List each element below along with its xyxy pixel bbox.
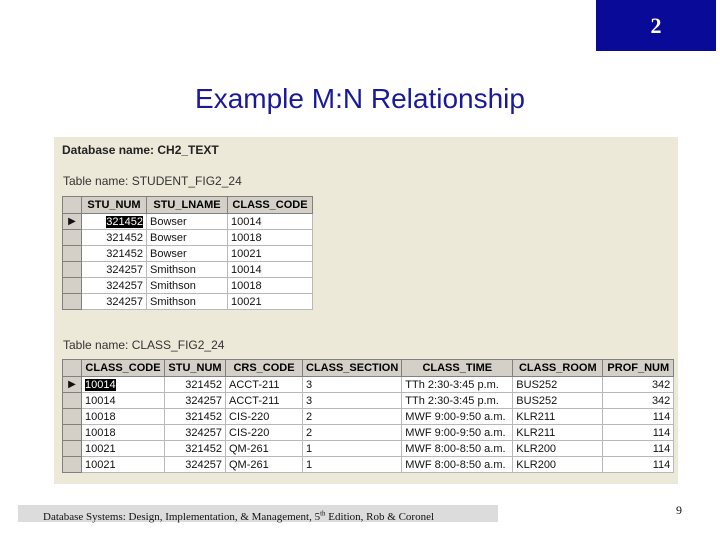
selected-cell-value: 321452 xyxy=(106,215,143,228)
row-selector[interactable] xyxy=(63,294,82,310)
table-row[interactable] xyxy=(63,457,674,473)
citation-superscript: th xyxy=(320,509,326,517)
row-selector[interactable] xyxy=(63,246,82,262)
table-cell[interactable]: 324257 xyxy=(82,262,147,278)
footer-citation xyxy=(18,505,498,522)
chapter-badge xyxy=(594,0,720,53)
column-header[interactable]: CLASS_TIME xyxy=(402,360,513,377)
row-selector[interactable] xyxy=(63,230,82,246)
table-cell[interactable]: KLR200 xyxy=(513,457,603,473)
table-cell[interactable]: 3 xyxy=(303,377,402,393)
table-row[interactable] xyxy=(63,246,313,262)
table-cell[interactable]: 324257 xyxy=(165,457,226,473)
table-cell[interactable]: QM-261 xyxy=(226,441,303,457)
class-table xyxy=(62,359,674,473)
table-cell[interactable]: MWF 8:00-8:50 a.m. xyxy=(402,441,513,457)
table-cell[interactable]: MWF 8:00-8:50 a.m. xyxy=(402,457,513,473)
table-cell[interactable]: 10014 xyxy=(228,214,313,230)
table-cell[interactable]: 324257 xyxy=(82,278,147,294)
table-cell[interactable]: KLR200 xyxy=(513,441,603,457)
table-cell[interactable]: TTh 2:30-3:45 p.m. xyxy=(402,377,513,393)
table-cell[interactable] xyxy=(82,377,165,393)
table-cell[interactable]: BUS252 xyxy=(513,377,603,393)
table-cell[interactable]: 10018 xyxy=(228,278,313,294)
table-row[interactable] xyxy=(63,294,313,310)
row-selector[interactable] xyxy=(63,262,82,278)
table-cell[interactable]: 114 xyxy=(603,425,674,441)
class-table-header-row xyxy=(63,360,674,377)
table-cell[interactable]: Bowser xyxy=(147,246,228,262)
table-cell[interactable]: 1 xyxy=(303,441,402,457)
table-row[interactable] xyxy=(63,262,313,278)
table-cell[interactable]: Smithson xyxy=(147,294,228,310)
table-cell[interactable]: 321452 xyxy=(165,409,226,425)
column-header[interactable]: STU_LNAME xyxy=(147,197,228,214)
table-cell[interactable]: ACCT-211 xyxy=(226,377,303,393)
table-cell[interactable]: 321452 xyxy=(82,230,147,246)
table-cell[interactable]: Smithson xyxy=(147,278,228,294)
table-cell[interactable]: 324257 xyxy=(165,393,226,409)
table-cell[interactable]: 114 xyxy=(603,441,674,457)
table-cell[interactable]: 10021 xyxy=(228,246,313,262)
row-selector[interactable] xyxy=(63,409,82,425)
table-row[interactable] xyxy=(63,230,313,246)
table-cell[interactable]: ACCT-211 xyxy=(226,393,303,409)
table-cell[interactable]: 10021 xyxy=(82,457,165,473)
table-row[interactable] xyxy=(63,393,674,409)
table-cell[interactable]: 10021 xyxy=(228,294,313,310)
column-header[interactable]: CRS_CODE xyxy=(226,360,303,377)
table-cell[interactable]: 10018 xyxy=(82,425,165,441)
column-header[interactable]: CLASS_CODE xyxy=(228,197,313,214)
row-selector[interactable] xyxy=(63,457,82,473)
row-selector-header xyxy=(63,360,82,377)
row-selector[interactable] xyxy=(63,278,82,294)
student-table-name: Table name: STUDENT_FIG2_24 xyxy=(63,174,242,188)
table-row[interactable] xyxy=(63,377,674,393)
table-cell[interactable] xyxy=(82,214,147,230)
column-header[interactable]: CLASS_ROOM xyxy=(513,360,603,377)
row-selector-header xyxy=(63,197,82,214)
table-cell[interactable]: 1 xyxy=(303,457,402,473)
table-cell[interactable]: MWF 9:00-9:50 a.m. xyxy=(402,425,513,441)
table-cell[interactable]: BUS252 xyxy=(513,393,603,409)
table-cell[interactable]: QM-261 xyxy=(226,457,303,473)
table-cell[interactable]: 321452 xyxy=(82,246,147,262)
table-cell[interactable]: MWF 9:00-9:50 a.m. xyxy=(402,409,513,425)
table-cell[interactable]: 2 xyxy=(303,409,402,425)
table-cell[interactable]: 10021 xyxy=(82,441,165,457)
row-selector[interactable] xyxy=(63,425,82,441)
student-table xyxy=(62,196,313,310)
current-row-indicator-icon[interactable]: ▶ xyxy=(63,214,82,230)
table-cell[interactable]: 324257 xyxy=(82,294,147,310)
row-selector[interactable] xyxy=(63,393,82,409)
table-cell[interactable]: 3 xyxy=(303,393,402,409)
table-cell[interactable]: Smithson xyxy=(147,262,228,278)
column-header[interactable]: STU_NUM xyxy=(82,197,147,214)
chapter-number: 2 xyxy=(596,0,716,51)
table-cell[interactable]: 114 xyxy=(603,409,674,425)
table-row[interactable] xyxy=(63,278,313,294)
citation-text-part: Edition, Rob & Coronel xyxy=(325,510,435,523)
column-header[interactable]: STU_NUM xyxy=(165,360,226,377)
student-table-header-row xyxy=(63,197,313,214)
table-cell[interactable]: 342 xyxy=(603,377,674,393)
column-header[interactable]: CLASS_CODE xyxy=(82,360,165,377)
table-cell[interactable]: 10014 xyxy=(228,262,313,278)
table-cell[interactable]: 321452 xyxy=(165,377,226,393)
table-cell[interactable]: 114 xyxy=(603,457,674,473)
slide-title: Example M:N Relationship xyxy=(195,83,525,114)
row-selector[interactable] xyxy=(63,441,82,457)
database-screenshot-panel xyxy=(54,137,678,484)
table-cell[interactable]: KLR211 xyxy=(513,425,603,441)
table-row[interactable] xyxy=(63,425,674,441)
table-row[interactable] xyxy=(63,441,674,457)
table-cell[interactable]: 321452 xyxy=(165,441,226,457)
table-cell[interactable]: CIS-220 xyxy=(226,409,303,425)
class-table-name: Table name: CLASS_FIG2_24 xyxy=(63,338,225,352)
table-cell[interactable]: 10014 xyxy=(82,393,165,409)
table-cell[interactable]: Bowser xyxy=(147,230,228,246)
current-row-indicator-icon[interactable]: ▶ xyxy=(63,377,82,393)
column-header[interactable]: PROF_NUM xyxy=(603,360,674,377)
table-row[interactable] xyxy=(63,214,313,230)
citation-text xyxy=(18,511,434,523)
table-cell[interactable]: 10018 xyxy=(82,409,165,425)
citation-text-part: Database Systems: Design, Implementation, & Management, 5 xyxy=(43,510,321,523)
table-cell[interactable]: 342 xyxy=(603,393,674,409)
table-cell[interactable]: 2 xyxy=(303,425,402,441)
selected-cell-value: 10014 xyxy=(85,378,116,391)
table-cell[interactable]: Bowser xyxy=(147,214,228,230)
page-number: 9 xyxy=(676,503,682,517)
table-cell[interactable]: 10018 xyxy=(228,230,313,246)
column-header[interactable]: CLASS_SECTION xyxy=(303,360,402,377)
table-cell[interactable]: KLR211 xyxy=(513,409,603,425)
table-cell[interactable]: 324257 xyxy=(165,425,226,441)
database-name: Database name: CH2_TEXT xyxy=(62,143,219,157)
table-cell[interactable]: TTh 2:30-3:45 p.m. xyxy=(402,393,513,409)
table-cell[interactable]: CIS-220 xyxy=(226,425,303,441)
table-row[interactable] xyxy=(63,409,674,425)
